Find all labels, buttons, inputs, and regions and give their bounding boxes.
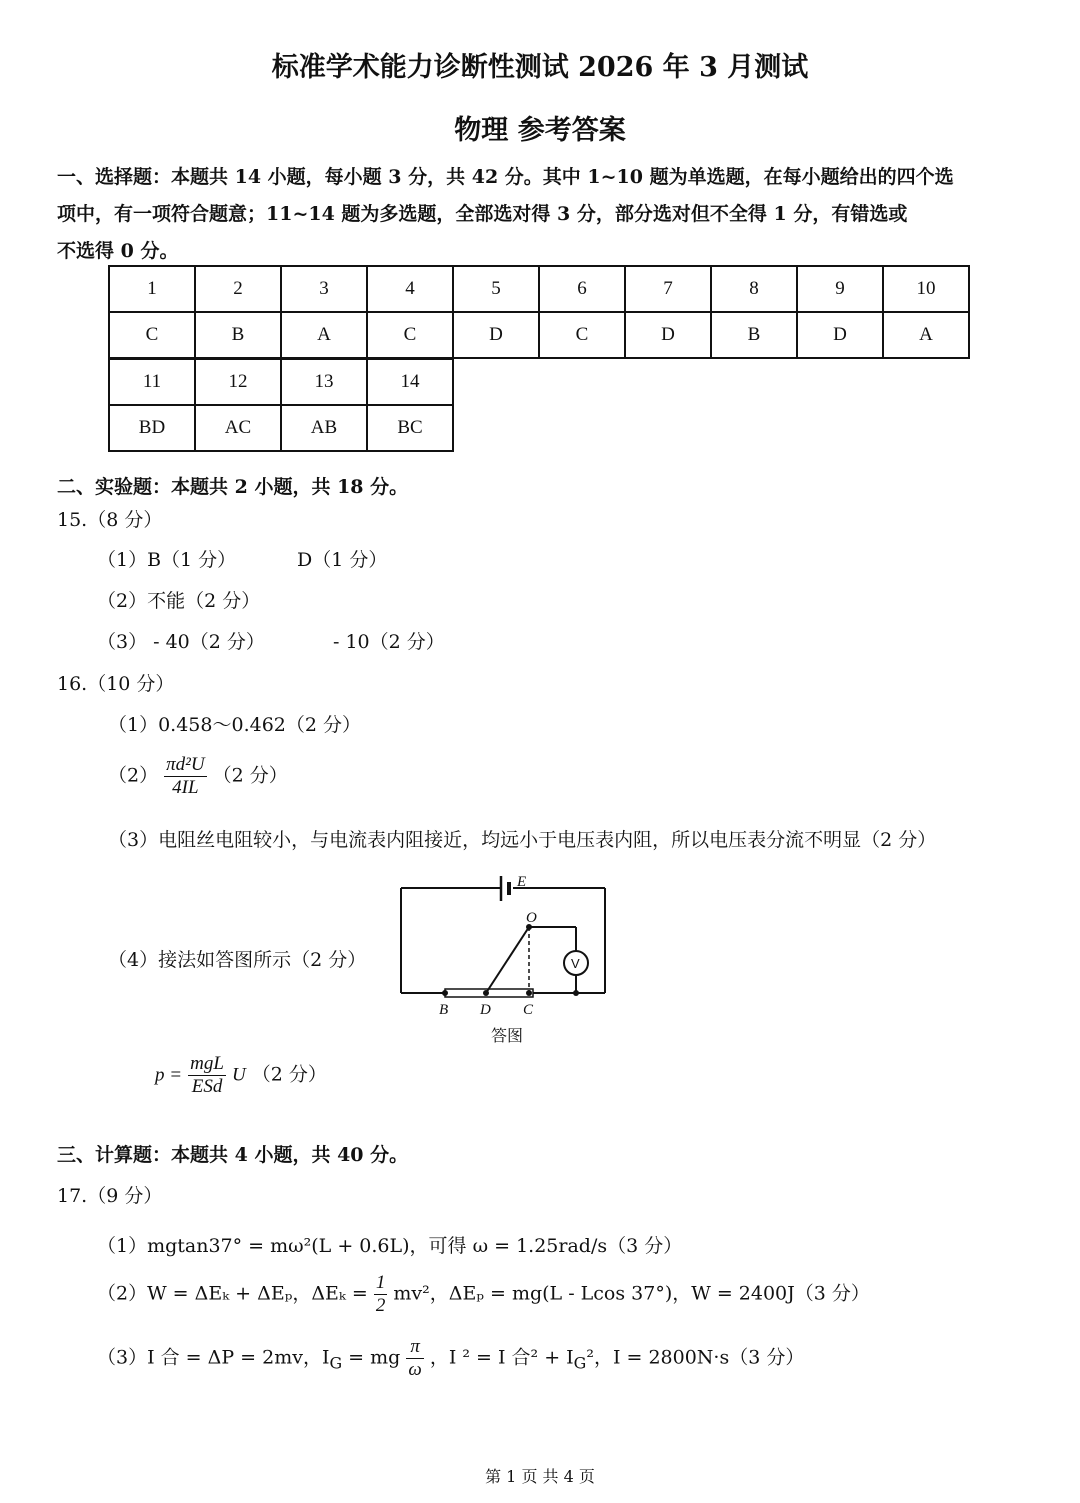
label-E: E <box>517 874 527 890</box>
fraction-numerator: πd²U <box>166 754 205 775</box>
q15-part2: （2）不能（2 分） <box>97 590 261 612</box>
table-cell: C <box>367 312 453 358</box>
formula-score: （2 分） <box>251 1063 327 1086</box>
q16-formula <box>155 1053 327 1098</box>
table-row <box>109 405 453 451</box>
table-cell: 5 <box>453 266 539 312</box>
table-cell: 9 <box>797 266 883 312</box>
fraction-numerator: π <box>406 1336 423 1359</box>
formula-rhs: U <box>231 1064 246 1086</box>
q16-part1: （1）0.458～0.462（2 分） <box>108 714 362 736</box>
circuit-diagram <box>390 868 620 1050</box>
table-row <box>109 312 969 358</box>
fraction-numerator: 1 <box>375 1272 386 1293</box>
label-B: B <box>439 1002 449 1018</box>
label-D: D <box>480 1002 491 1018</box>
table-cell: C <box>109 312 195 358</box>
label-C: C <box>523 1002 534 1018</box>
q15-part3a: （3） - 40（2 分） <box>97 631 265 653</box>
table-cell: 13 <box>281 359 367 405</box>
table-cell: D <box>625 312 711 358</box>
section2-heading: 二、实验题：本题共 2 小题，共 18 分。 <box>57 476 409 498</box>
table-row <box>109 359 453 405</box>
q17-part3-d: ²，I = 2800N·s（3 分） <box>586 1346 805 1369</box>
table-cell: 7 <box>625 266 711 312</box>
table-cell: 8 <box>711 266 797 312</box>
table-cell: 10 <box>883 266 969 312</box>
formula-fraction <box>188 1053 226 1098</box>
page-footer: 第 1 页 共 4 页 <box>485 1467 595 1486</box>
table-cell: BD <box>109 405 195 451</box>
table-row <box>109 266 969 312</box>
fraction-denominator: ω <box>408 1359 422 1380</box>
q17-part2-a: （2）W = ΔEₖ + ΔEₚ，ΔEₖ = <box>97 1282 368 1305</box>
q17-part3 <box>97 1336 804 1381</box>
formula-lhs: p = <box>155 1064 183 1086</box>
q17-part2-b: mv²，ΔEₚ = mg(L - Lcos 37°)，W = 2400J（3 分） <box>393 1282 870 1305</box>
q17-part2-fraction <box>374 1272 388 1317</box>
q15-part1b: D（1 分） <box>297 549 388 571</box>
q16-part2 <box>108 754 288 799</box>
table-cell: BC <box>367 405 453 451</box>
label-O: O <box>526 910 537 926</box>
answer-table-2 <box>108 358 454 452</box>
section1-line3: 不选得 0 分。 <box>57 240 179 262</box>
section1-line2: 项中，有一项符合题意；11~14 题为多选题，全部选对得 3 分，部分选对但不全得 1 分，有错选或 <box>57 203 908 225</box>
fraction-denominator: ESd <box>191 1076 223 1097</box>
table-cell: C <box>539 312 625 358</box>
q17-part3-c: ，I ² = I 合² + I <box>429 1346 574 1369</box>
diagram-caption: 答图 <box>491 1026 524 1045</box>
q17-part3-sub: G <box>329 1353 343 1373</box>
q16-part4: （4）接法如答图所示（2 分） <box>108 949 367 971</box>
q15-label: 15.（8 分） <box>57 509 163 531</box>
q16-part2-score: （2 分） <box>212 764 288 787</box>
q16-part2-prefix: （2） <box>108 764 159 787</box>
table-cell: 4 <box>367 266 453 312</box>
page-subtitle: 物理 参考答案 <box>454 115 626 146</box>
fraction-denominator: 2 <box>375 1295 386 1316</box>
table-cell: B <box>711 312 797 358</box>
table-cell: D <box>797 312 883 358</box>
table-cell: D <box>453 312 539 358</box>
table-cell: AB <box>281 405 367 451</box>
page-title: 标准学术能力诊断性测试 2026 年 3 月测试 <box>271 52 809 83</box>
q15-part3b: - 10（2 分） <box>333 631 445 653</box>
table-cell: 1 <box>109 266 195 312</box>
answer-table-1 <box>108 265 970 359</box>
q16-part2-fraction <box>164 754 206 799</box>
table-cell: 12 <box>195 359 281 405</box>
table-cell: A <box>281 312 367 358</box>
table-cell: 6 <box>539 266 625 312</box>
q16-label: 16.（10 分） <box>57 673 175 695</box>
q17-label: 17.（9 分） <box>57 1185 163 1207</box>
table-cell: 3 <box>281 266 367 312</box>
section3-heading: 三、计算题：本题共 4 小题，共 40 分。 <box>57 1144 409 1166</box>
section1-line1: 一、选择题：本题共 14 小题，每小题 3 分，共 42 分。其中 1~10 题为单选题，在每小题给出的四个选 <box>57 166 954 188</box>
table-cell: AC <box>195 405 281 451</box>
table-cell: 11 <box>109 359 195 405</box>
q15-part1a: （1）B（1 分） <box>97 549 237 571</box>
q17-part3-sub2: G <box>573 1353 587 1373</box>
q17-part2 <box>97 1272 870 1317</box>
label-V: V <box>571 956 580 971</box>
table-cell: 2 <box>195 266 281 312</box>
fraction-numerator: mgL <box>190 1053 224 1074</box>
q17-part3-a: （3）I 合 = ΔP = 2mv，I <box>97 1346 330 1369</box>
q17-part3-b: = mg <box>342 1346 401 1369</box>
table-cell: 14 <box>367 359 453 405</box>
q17-part3-fraction <box>406 1336 423 1381</box>
table-cell: B <box>195 312 281 358</box>
table-cell: A <box>883 312 969 358</box>
q16-part3: （3）电阻丝电阻较小，与电流表内阻接近，均远小于电压表内阻，所以电压表分流不明显（2 分） <box>108 829 937 851</box>
q17-part1: （1）mgtan37° = mω²(L + 0.6L)，可得 ω = 1.25rad/s（3 分） <box>97 1235 683 1257</box>
fraction-denominator: 4IL <box>172 777 199 798</box>
